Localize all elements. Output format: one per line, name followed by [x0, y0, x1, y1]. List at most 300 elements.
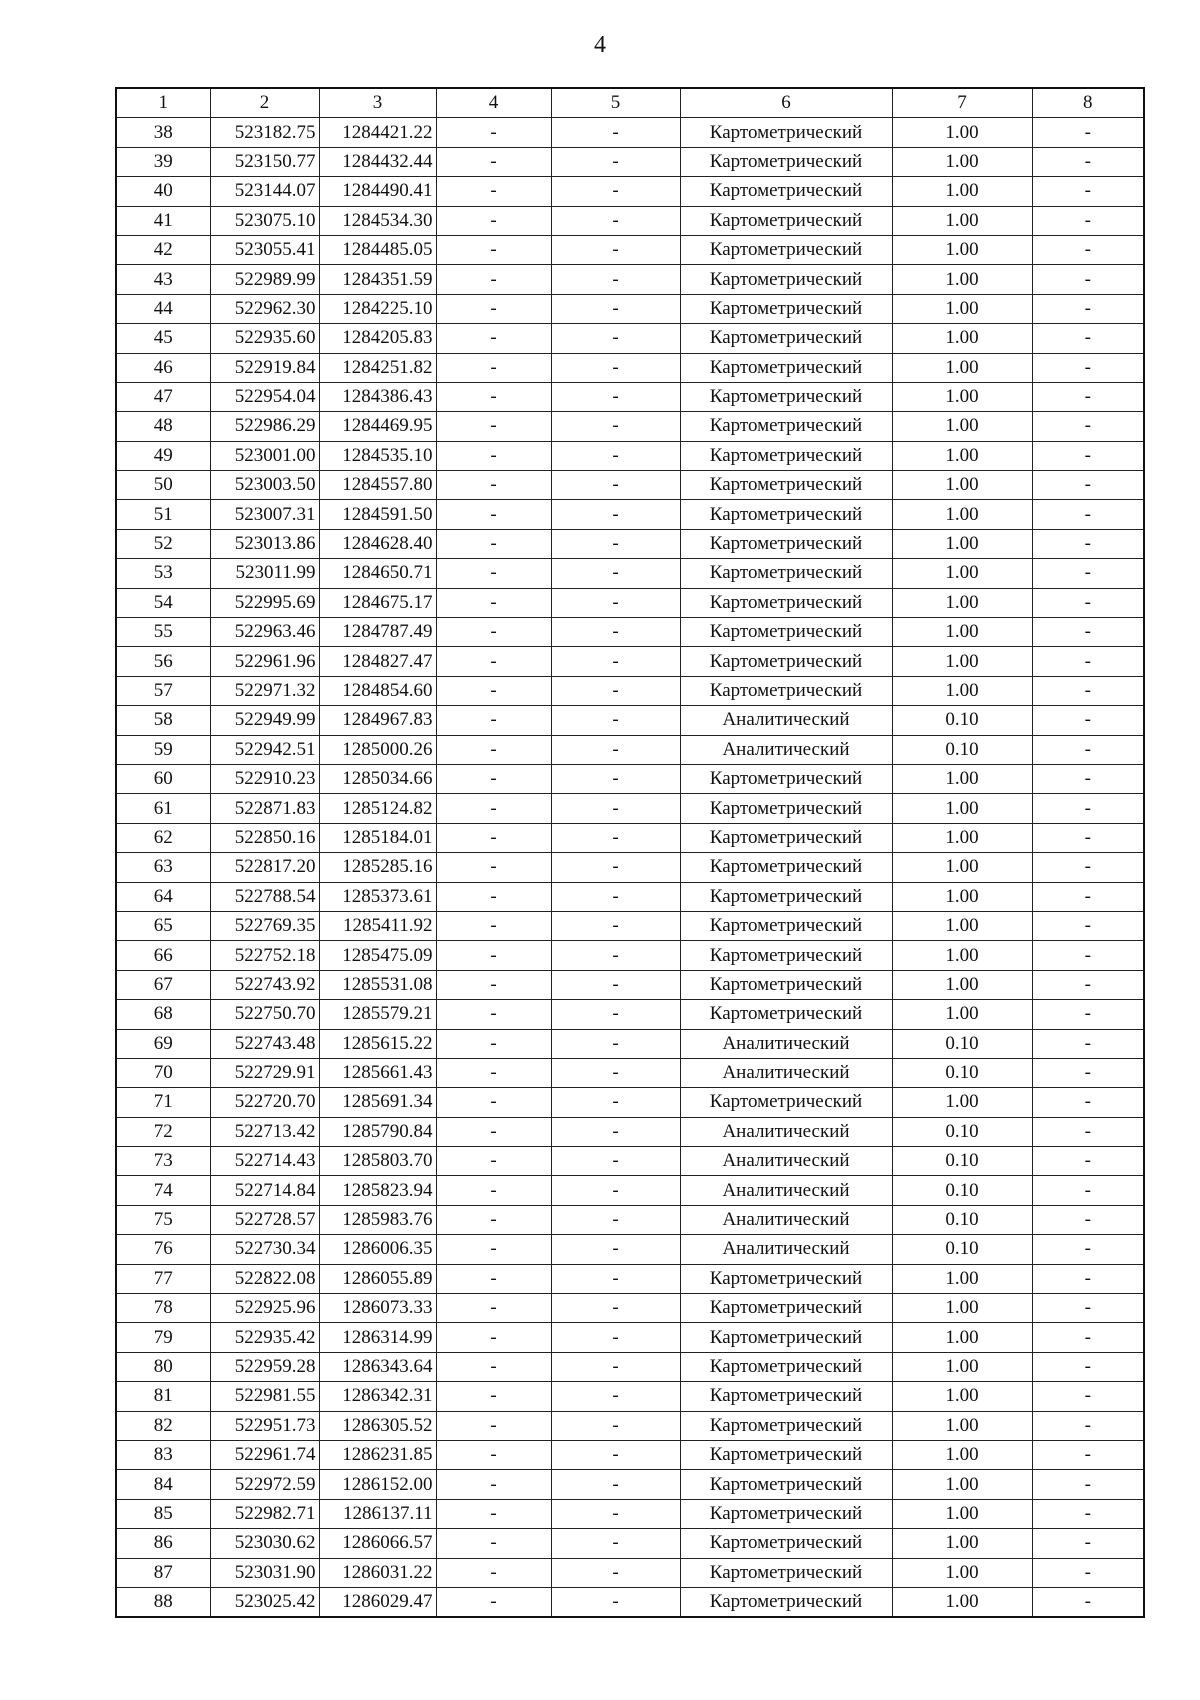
- method-cell: Аналитический: [680, 706, 892, 735]
- column-4-cell: -: [436, 735, 551, 764]
- table-row: [116, 559, 1144, 588]
- x-coordinate-cell: 523001.00: [210, 441, 319, 470]
- column-5-cell: -: [551, 1088, 680, 1117]
- accuracy-cell: 1.00: [892, 1323, 1032, 1352]
- column-5-cell: -: [551, 441, 680, 470]
- point-number-cell: 39: [116, 147, 210, 176]
- point-number-cell: 60: [116, 764, 210, 793]
- accuracy-cell: 1.00: [892, 941, 1032, 970]
- column-4-cell: -: [436, 118, 551, 147]
- method-cell: Картометрический: [680, 941, 892, 970]
- accuracy-cell: 1.00: [892, 618, 1032, 647]
- y-coordinate-cell: 1285983.76: [319, 1205, 436, 1234]
- column-8-cell: -: [1032, 882, 1144, 911]
- x-coordinate-cell: 522971.32: [210, 676, 319, 705]
- column-5-cell: -: [551, 147, 680, 176]
- table-row: [116, 618, 1144, 647]
- table-row: [116, 1176, 1144, 1205]
- point-number-cell: 50: [116, 471, 210, 500]
- y-coordinate-cell: 1284535.10: [319, 441, 436, 470]
- x-coordinate-cell: 523031.90: [210, 1558, 319, 1587]
- y-coordinate-cell: 1286055.89: [319, 1264, 436, 1293]
- table-row: [116, 1529, 1144, 1558]
- column-4-cell: -: [436, 1088, 551, 1117]
- accuracy-cell: 1.00: [892, 177, 1032, 206]
- method-cell: Картометрический: [680, 353, 892, 382]
- accuracy-cell: 1.00: [892, 1382, 1032, 1411]
- method-cell: Аналитический: [680, 1029, 892, 1058]
- accuracy-cell: 1.00: [892, 1587, 1032, 1617]
- y-coordinate-cell: 1284628.40: [319, 529, 436, 558]
- method-cell: Картометрический: [680, 764, 892, 793]
- accuracy-cell: 0.10: [892, 1147, 1032, 1176]
- y-coordinate-cell: 1285475.09: [319, 941, 436, 970]
- column-5-cell: -: [551, 500, 680, 529]
- method-cell: Картометрический: [680, 1587, 892, 1617]
- point-number-cell: 74: [116, 1176, 210, 1205]
- method-cell: Картометрический: [680, 1499, 892, 1528]
- x-coordinate-cell: 522935.42: [210, 1323, 319, 1352]
- column-8-cell: -: [1032, 1382, 1144, 1411]
- accuracy-cell: 1.00: [892, 382, 1032, 411]
- point-number-cell: 79: [116, 1323, 210, 1352]
- x-coordinate-cell: 523182.75: [210, 118, 319, 147]
- accuracy-cell: 1.00: [892, 588, 1032, 617]
- column-5-cell: -: [551, 177, 680, 206]
- point-number-cell: 57: [116, 676, 210, 705]
- y-coordinate-cell: 1284787.49: [319, 618, 436, 647]
- accuracy-cell: 1.00: [892, 1264, 1032, 1293]
- table-row: [116, 1323, 1144, 1352]
- column-4-cell: -: [436, 853, 551, 882]
- y-coordinate-cell: 1284421.22: [319, 118, 436, 147]
- y-coordinate-cell: 1284534.30: [319, 206, 436, 235]
- point-number-cell: 51: [116, 500, 210, 529]
- y-coordinate-cell: 1285579.21: [319, 1000, 436, 1029]
- column-8-cell: -: [1032, 941, 1144, 970]
- table-row: [116, 676, 1144, 705]
- table-row: [116, 1294, 1144, 1323]
- column-4-cell: -: [436, 412, 551, 441]
- table-row: [116, 235, 1144, 264]
- column-8-cell: -: [1032, 1000, 1144, 1029]
- column-4-cell: -: [436, 1058, 551, 1087]
- column-5-cell: -: [551, 1352, 680, 1381]
- column-8-cell: -: [1032, 1029, 1144, 1058]
- column-8-cell: -: [1032, 500, 1144, 529]
- table-row: [116, 1000, 1144, 1029]
- method-cell: Картометрический: [680, 970, 892, 999]
- accuracy-cell: 0.10: [892, 1205, 1032, 1234]
- table-row: [116, 441, 1144, 470]
- table-row: [116, 1411, 1144, 1440]
- method-cell: Аналитический: [680, 1205, 892, 1234]
- accuracy-cell: 0.10: [892, 1176, 1032, 1205]
- column-5-cell: -: [551, 1529, 680, 1558]
- y-coordinate-cell: 1284251.82: [319, 353, 436, 382]
- x-coordinate-cell: 522986.29: [210, 412, 319, 441]
- column-8-cell: -: [1032, 235, 1144, 264]
- method-cell: Аналитический: [680, 1058, 892, 1087]
- table-row: [116, 1587, 1144, 1617]
- x-coordinate-cell: 522871.83: [210, 794, 319, 823]
- column-8-cell: -: [1032, 177, 1144, 206]
- column-8-cell: -: [1032, 1176, 1144, 1205]
- point-number-cell: 83: [116, 1440, 210, 1469]
- column-8-cell: -: [1032, 1323, 1144, 1352]
- column-4-cell: -: [436, 177, 551, 206]
- x-coordinate-cell: 522961.96: [210, 647, 319, 676]
- table-row: [116, 1264, 1144, 1293]
- column-8-cell: -: [1032, 471, 1144, 500]
- y-coordinate-cell: 1285531.08: [319, 970, 436, 999]
- x-coordinate-cell: 523055.41: [210, 235, 319, 264]
- point-number-cell: 85: [116, 1499, 210, 1528]
- method-cell: Картометрический: [680, 206, 892, 235]
- accuracy-cell: 1.00: [892, 1352, 1032, 1381]
- table-row: [116, 1352, 1144, 1381]
- column-8-cell: -: [1032, 794, 1144, 823]
- column-4-cell: -: [436, 794, 551, 823]
- column-8-cell: -: [1032, 1411, 1144, 1440]
- accuracy-cell: 1.00: [892, 764, 1032, 793]
- y-coordinate-cell: 1284205.83: [319, 324, 436, 353]
- column-4-cell: -: [436, 500, 551, 529]
- column-5-cell: -: [551, 1000, 680, 1029]
- accuracy-cell: 0.10: [892, 1029, 1032, 1058]
- x-coordinate-cell: 522720.70: [210, 1088, 319, 1117]
- accuracy-cell: 1.00: [892, 1294, 1032, 1323]
- point-number-cell: 69: [116, 1029, 210, 1058]
- y-coordinate-cell: 1286231.85: [319, 1440, 436, 1469]
- table-row: [116, 265, 1144, 294]
- method-cell: Картометрический: [680, 324, 892, 353]
- method-cell: Картометрический: [680, 559, 892, 588]
- column-4-cell: -: [436, 1411, 551, 1440]
- method-cell: Картометрический: [680, 618, 892, 647]
- column-8-cell: -: [1032, 853, 1144, 882]
- column-5-cell: -: [551, 647, 680, 676]
- column-8-cell: -: [1032, 265, 1144, 294]
- column-5-cell: -: [551, 294, 680, 323]
- table-row: [116, 823, 1144, 852]
- x-coordinate-cell: 522982.71: [210, 1499, 319, 1528]
- y-coordinate-cell: 1284650.71: [319, 559, 436, 588]
- coordinates-table: [115, 87, 1145, 1618]
- column-5-cell: -: [551, 794, 680, 823]
- table-row: [116, 353, 1144, 382]
- column-8-cell: -: [1032, 676, 1144, 705]
- accuracy-cell: 1.00: [892, 265, 1032, 294]
- column-4-cell: -: [436, 882, 551, 911]
- column-4-cell: -: [436, 265, 551, 294]
- column-4-cell: -: [436, 647, 551, 676]
- column-4-cell: -: [436, 970, 551, 999]
- column-5-cell: -: [551, 529, 680, 558]
- column-5-cell: -: [551, 324, 680, 353]
- accuracy-cell: 1.00: [892, 1440, 1032, 1469]
- table-header-row: [116, 88, 1144, 118]
- accuracy-cell: 1.00: [892, 235, 1032, 264]
- column-5-cell: -: [551, 1029, 680, 1058]
- method-cell: Картометрический: [680, 412, 892, 441]
- method-cell: Картометрический: [680, 441, 892, 470]
- column-4-cell: -: [436, 1323, 551, 1352]
- column-8-cell: -: [1032, 1470, 1144, 1499]
- column-4-cell: -: [436, 1440, 551, 1469]
- column-4-cell: -: [436, 588, 551, 617]
- point-number-cell: 52: [116, 529, 210, 558]
- column-8-cell: -: [1032, 1499, 1144, 1528]
- y-coordinate-cell: 1286066.57: [319, 1529, 436, 1558]
- method-cell: Картометрический: [680, 1294, 892, 1323]
- table-row: [116, 853, 1144, 882]
- column-8-cell: -: [1032, 1264, 1144, 1293]
- accuracy-cell: 1.00: [892, 118, 1032, 147]
- accuracy-cell: 1.00: [892, 441, 1032, 470]
- y-coordinate-cell: 1286314.99: [319, 1323, 436, 1352]
- x-coordinate-cell: 523144.07: [210, 177, 319, 206]
- y-coordinate-cell: 1285034.66: [319, 764, 436, 793]
- accuracy-cell: 1.00: [892, 559, 1032, 588]
- column-5-cell: -: [551, 1558, 680, 1587]
- y-coordinate-cell: 1285124.82: [319, 794, 436, 823]
- method-cell: Картометрический: [680, 382, 892, 411]
- point-number-cell: 43: [116, 265, 210, 294]
- column-4-cell: -: [436, 1117, 551, 1146]
- table-row: [116, 706, 1144, 735]
- y-coordinate-cell: 1284490.41: [319, 177, 436, 206]
- column-4-cell: -: [436, 1000, 551, 1029]
- y-coordinate-cell: 1284854.60: [319, 676, 436, 705]
- x-coordinate-cell: 523011.99: [210, 559, 319, 588]
- method-cell: Аналитический: [680, 1147, 892, 1176]
- method-cell: Аналитический: [680, 1176, 892, 1205]
- y-coordinate-cell: 1284967.83: [319, 706, 436, 735]
- table-row: [116, 1117, 1144, 1146]
- accuracy-cell: 1.00: [892, 882, 1032, 911]
- y-coordinate-cell: 1284386.43: [319, 382, 436, 411]
- point-number-cell: 77: [116, 1264, 210, 1293]
- point-number-cell: 45: [116, 324, 210, 353]
- y-coordinate-cell: 1286137.11: [319, 1499, 436, 1528]
- method-cell: Картометрический: [680, 1264, 892, 1293]
- column-4-cell: -: [436, 441, 551, 470]
- table-row: [116, 911, 1144, 940]
- y-coordinate-cell: 1284225.10: [319, 294, 436, 323]
- accuracy-cell: 0.10: [892, 735, 1032, 764]
- method-cell: Картометрический: [680, 794, 892, 823]
- accuracy-cell: 1.00: [892, 676, 1032, 705]
- accuracy-cell: 1.00: [892, 823, 1032, 852]
- accuracy-cell: 1.00: [892, 911, 1032, 940]
- column-8-cell: -: [1032, 1529, 1144, 1558]
- method-cell: Картометрический: [680, 1411, 892, 1440]
- y-coordinate-cell: 1286073.33: [319, 1294, 436, 1323]
- table-row: [116, 294, 1144, 323]
- table-row: [116, 324, 1144, 353]
- column-5-cell: -: [551, 235, 680, 264]
- x-coordinate-cell: 523150.77: [210, 147, 319, 176]
- column-5-cell: -: [551, 853, 680, 882]
- column-8-cell: -: [1032, 970, 1144, 999]
- column-8-cell: -: [1032, 559, 1144, 588]
- column-4-cell: -: [436, 382, 551, 411]
- column-5-cell: -: [551, 1117, 680, 1146]
- column-4-cell: -: [436, 235, 551, 264]
- column-5-cell: -: [551, 265, 680, 294]
- y-coordinate-cell: 1284675.17: [319, 588, 436, 617]
- column-5-cell: -: [551, 911, 680, 940]
- table-row: [116, 794, 1144, 823]
- table-row: [116, 970, 1144, 999]
- point-number-cell: 41: [116, 206, 210, 235]
- accuracy-cell: 1.00: [892, 471, 1032, 500]
- x-coordinate-cell: 522752.18: [210, 941, 319, 970]
- point-number-cell: 49: [116, 441, 210, 470]
- method-cell: Картометрический: [680, 177, 892, 206]
- point-number-cell: 65: [116, 911, 210, 940]
- point-number-cell: 55: [116, 618, 210, 647]
- point-number-cell: 76: [116, 1235, 210, 1264]
- y-coordinate-cell: 1284432.44: [319, 147, 436, 176]
- y-coordinate-cell: 1285373.61: [319, 882, 436, 911]
- column-8-cell: -: [1032, 1058, 1144, 1087]
- method-cell: Картометрический: [680, 1000, 892, 1029]
- method-cell: Картометрический: [680, 1088, 892, 1117]
- y-coordinate-cell: 1285803.70: [319, 1147, 436, 1176]
- column-8-cell: -: [1032, 706, 1144, 735]
- column-5-cell: -: [551, 1294, 680, 1323]
- x-coordinate-cell: 522788.54: [210, 882, 319, 911]
- column-8-cell: -: [1032, 823, 1144, 852]
- column-5-cell: -: [551, 588, 680, 617]
- accuracy-cell: 1.00: [892, 1411, 1032, 1440]
- point-number-cell: 81: [116, 1382, 210, 1411]
- x-coordinate-cell: 522910.23: [210, 764, 319, 793]
- accuracy-cell: 1.00: [892, 353, 1032, 382]
- table-row: [116, 382, 1144, 411]
- x-coordinate-cell: 522961.74: [210, 1440, 319, 1469]
- x-coordinate-cell: 523013.86: [210, 529, 319, 558]
- column-8-cell: -: [1032, 911, 1144, 940]
- column-5-cell: -: [551, 1323, 680, 1352]
- x-coordinate-cell: 522730.34: [210, 1235, 319, 1264]
- x-coordinate-cell: 522850.16: [210, 823, 319, 852]
- point-number-cell: 44: [116, 294, 210, 323]
- point-number-cell: 42: [116, 235, 210, 264]
- column-4-cell: -: [436, 1558, 551, 1587]
- table-row: [116, 941, 1144, 970]
- column-4-cell: -: [436, 559, 551, 588]
- accuracy-cell: 1.00: [892, 1529, 1032, 1558]
- column-8-cell: -: [1032, 1147, 1144, 1176]
- point-number-cell: 66: [116, 941, 210, 970]
- point-number-cell: 68: [116, 1000, 210, 1029]
- y-coordinate-cell: 1286305.52: [319, 1411, 436, 1440]
- column-5-cell: -: [551, 1440, 680, 1469]
- method-cell: Картометрический: [680, 529, 892, 558]
- column-8-cell: -: [1032, 324, 1144, 353]
- table-row: [116, 412, 1144, 441]
- accuracy-cell: 1.00: [892, 1000, 1032, 1029]
- accuracy-cell: 1.00: [892, 529, 1032, 558]
- column-8-cell: -: [1032, 588, 1144, 617]
- column-5-cell: -: [551, 1176, 680, 1205]
- accuracy-cell: 0.10: [892, 706, 1032, 735]
- y-coordinate-cell: 1286029.47: [319, 1587, 436, 1617]
- x-coordinate-cell: 522951.73: [210, 1411, 319, 1440]
- column-8-cell: -: [1032, 1117, 1144, 1146]
- method-cell: Картометрический: [680, 911, 892, 940]
- column-8-cell: -: [1032, 1294, 1144, 1323]
- column-header: 2: [210, 88, 319, 118]
- column-8-cell: -: [1032, 1558, 1144, 1587]
- point-number-cell: 62: [116, 823, 210, 852]
- table-row: [116, 735, 1144, 764]
- point-number-cell: 72: [116, 1117, 210, 1146]
- table-row: [116, 529, 1144, 558]
- column-5-cell: -: [551, 412, 680, 441]
- column-4-cell: -: [436, 529, 551, 558]
- column-8-cell: -: [1032, 1352, 1144, 1381]
- column-5-cell: -: [551, 735, 680, 764]
- column-5-cell: -: [551, 764, 680, 793]
- column-4-cell: -: [436, 1264, 551, 1293]
- method-cell: Картометрический: [680, 1440, 892, 1469]
- point-number-cell: 46: [116, 353, 210, 382]
- x-coordinate-cell: 522714.84: [210, 1176, 319, 1205]
- table-row: [116, 1470, 1144, 1499]
- y-coordinate-cell: 1286031.22: [319, 1558, 436, 1587]
- method-cell: Картометрический: [680, 1558, 892, 1587]
- column-8-cell: -: [1032, 118, 1144, 147]
- x-coordinate-cell: 522989.99: [210, 265, 319, 294]
- column-8-cell: -: [1032, 147, 1144, 176]
- method-cell: Картометрический: [680, 647, 892, 676]
- x-coordinate-cell: 523025.42: [210, 1587, 319, 1617]
- x-coordinate-cell: 522728.57: [210, 1205, 319, 1234]
- x-coordinate-cell: 522743.48: [210, 1029, 319, 1058]
- x-coordinate-cell: 522729.91: [210, 1058, 319, 1087]
- point-number-cell: 78: [116, 1294, 210, 1323]
- point-number-cell: 67: [116, 970, 210, 999]
- method-cell: Картометрический: [680, 235, 892, 264]
- table-row: [116, 1088, 1144, 1117]
- x-coordinate-cell: 522919.84: [210, 353, 319, 382]
- column-4-cell: -: [436, 353, 551, 382]
- column-4-cell: -: [436, 911, 551, 940]
- accuracy-cell: 0.10: [892, 1117, 1032, 1146]
- point-number-cell: 73: [116, 1147, 210, 1176]
- y-coordinate-cell: 1286343.64: [319, 1352, 436, 1381]
- x-coordinate-cell: 522942.51: [210, 735, 319, 764]
- table-row: [116, 1235, 1144, 1264]
- x-coordinate-cell: 522750.70: [210, 1000, 319, 1029]
- column-4-cell: -: [436, 471, 551, 500]
- column-8-cell: -: [1032, 618, 1144, 647]
- column-4-cell: -: [436, 1235, 551, 1264]
- y-coordinate-cell: 1285184.01: [319, 823, 436, 852]
- column-4-cell: -: [436, 1382, 551, 1411]
- point-number-cell: 61: [116, 794, 210, 823]
- table-row: [116, 1440, 1144, 1469]
- column-header: 6: [680, 88, 892, 118]
- column-4-cell: -: [436, 1587, 551, 1617]
- accuracy-cell: 1.00: [892, 1499, 1032, 1528]
- method-cell: Картометрический: [680, 823, 892, 852]
- point-number-cell: 64: [116, 882, 210, 911]
